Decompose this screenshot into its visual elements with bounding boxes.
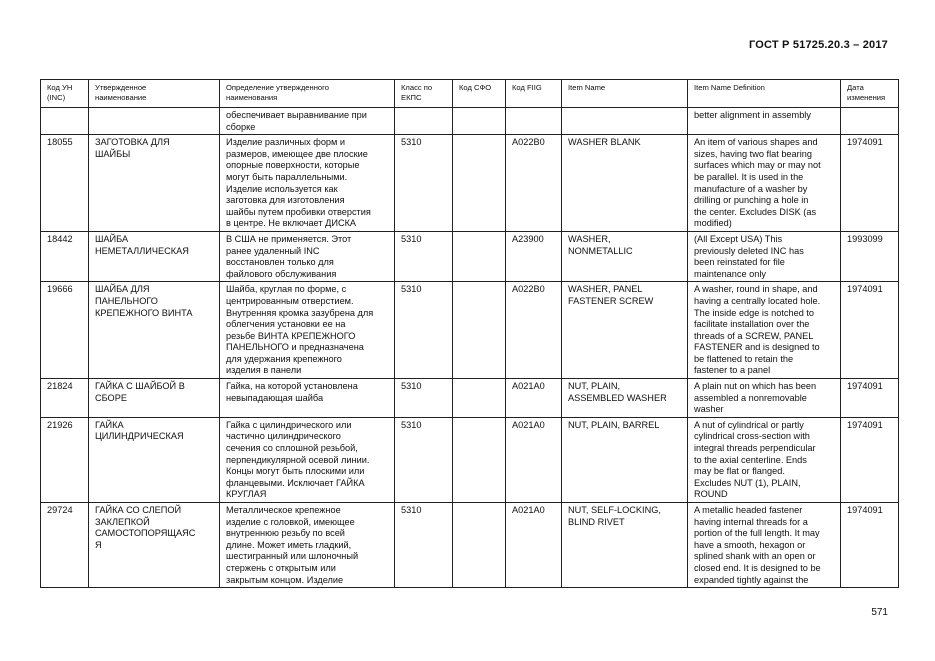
column-header-name-definition-ru: Определение утвержденного наименования (220, 80, 395, 108)
cell-definition-en: (All Except USA) This previously deleted INC has been reinstated for file maintenance only (688, 231, 841, 281)
cell-inc: 21926 (41, 417, 89, 502)
cell-class: 5310 (395, 231, 453, 281)
cell-fiig: A021A0 (506, 503, 562, 588)
cell-definition-ru: Шайба, круглая по форме, с центрированным отверстием. Внутренняя кромка зазубрена для облегчения установки ее на резьбе ВИНТА КРЕПЕЖНОГО ПАНЕЛЬНОГО и предназначена для удержания крепежного изделия в панели (220, 282, 395, 379)
table-row (41, 231, 899, 281)
cell-inc: 18055 (41, 135, 89, 232)
cell-sfo (453, 379, 506, 418)
table-row (41, 135, 899, 232)
cell-inc (41, 108, 89, 135)
table-row (41, 379, 899, 418)
cell-definition-ru: В США не применяется. Этот ранее удаленный INC восстановлен только для файлового обслуживания (220, 231, 395, 281)
cell-item-name (562, 108, 688, 135)
cell-sfo (453, 417, 506, 502)
cell-sfo (453, 135, 506, 232)
page-number: 571 (871, 607, 888, 618)
cell-definition-ru: Изделие различных форм и размеров, имеющее две плоские опорные поверхности, которые могут быть параллельными. Изделие используется как заготовка для изготовления шайбы путем пробивки отверстия в центре. Не включает ДИСКА (220, 135, 395, 232)
cell-definition-en: better alignment in assembly (688, 108, 841, 135)
cell-item-name: NUT, PLAIN, BARREL (562, 417, 688, 502)
cell-definition-en: A plain nut on which has been assembled a nonremovable washer (688, 379, 841, 418)
cell-fiig (506, 108, 562, 135)
cell-definition-ru: Металлическое крепежное изделие с головкой, имеющее внутреннюю резьбу по всей длине. Может иметь гладкий, шестигранный или шлоночный стержень с открытым или закрытым концом. Изделие (220, 503, 395, 588)
cell-item-name: WASHER, NONMETALLIC (562, 231, 688, 281)
column-header-fiig-code: Код FIIG (506, 80, 562, 108)
cell-item-name: NUT, PLAIN, ASSEMBLED WASHER (562, 379, 688, 418)
cell-sfo (453, 108, 506, 135)
cell-change-date: 1974091 (841, 379, 899, 418)
table-row (41, 108, 899, 135)
table-row (41, 282, 899, 379)
cell-definition-en: A nut of cylindrical or partly cylindrical cross-section with integral threads perpendicular to the axial centerline. Ends may be flat or flanged. Excludes NUT (1), PLAIN, ROUND (688, 417, 841, 502)
cell-change-date: 1974091 (841, 282, 899, 379)
column-header-change-date: Дата изменения (841, 80, 899, 108)
column-header-item-name-definition: Item Name Definition (688, 80, 841, 108)
catalog-table (40, 79, 899, 588)
cell-fiig: A021A0 (506, 379, 562, 418)
cell-definition-ru: Гайка с цилиндрического или частично цилиндрического сечения со сплошной резьбой, перпендикулярной осевой линии. Концы могут быть плоскими или фланцевыми. Исключает ГАЙКА КРУГЛАЯ (220, 417, 395, 502)
cell-definition-ru: обеспечивает выравнивание при сборке (220, 108, 395, 135)
cell-sfo (453, 503, 506, 588)
cell-inc: 18442 (41, 231, 89, 281)
cell-class: 5310 (395, 135, 453, 232)
table-header-row (41, 80, 899, 108)
column-header-sfo-code: Код СФО (453, 80, 506, 108)
cell-fiig: A23900 (506, 231, 562, 281)
cell-approved-name: ГАЙКА С ШАЙБОЙ В СБОРЕ (89, 379, 220, 418)
cell-class (395, 108, 453, 135)
cell-fiig: A022B0 (506, 135, 562, 232)
cell-class: 5310 (395, 503, 453, 588)
cell-sfo (453, 282, 506, 379)
cell-definition-ru: Гайка, на которой установлена невыпадающая шайба (220, 379, 395, 418)
cell-class: 5310 (395, 417, 453, 502)
cell-change-date: 1974091 (841, 503, 899, 588)
cell-change-date (841, 108, 899, 135)
cell-approved-name: ГАЙКА СО СЛЕПОЙ ЗАКЛЕПКОЙ САМОСТОПОРЯЩАЯС Я (89, 503, 220, 588)
table-row (41, 503, 899, 588)
column-header-class: Класс по ЕКПС (395, 80, 453, 108)
column-header-inc: Код УН (INC) (41, 80, 89, 108)
cell-item-name: NUT, SELF-LOCKING, BLIND RIVET (562, 503, 688, 588)
cell-inc: 19666 (41, 282, 89, 379)
cell-class: 5310 (395, 282, 453, 379)
table-row (41, 417, 899, 502)
cell-approved-name: ШАЙБА НЕМЕТАЛЛИЧЕСКАЯ (89, 231, 220, 281)
cell-approved-name: ГАЙКА ЦИЛИНДРИЧЕСКАЯ (89, 417, 220, 502)
cell-approved-name (89, 108, 220, 135)
cell-inc: 21824 (41, 379, 89, 418)
document-header: ГОСТ Р 51725.20.3 – 2017 (748, 39, 888, 51)
cell-inc: 29724 (41, 503, 89, 588)
cell-sfo (453, 231, 506, 281)
cell-change-date: 1974091 (841, 417, 899, 502)
cell-fiig: A021A0 (506, 417, 562, 502)
cell-item-name: WASHER, PANEL FASTENER SCREW (562, 282, 688, 379)
cell-definition-en: A metallic headed fastener having internal threads for a portion of the full length. It may have a smooth, hexagon or splined shank with an open or closed end. It is designed to be expanded tightly against the (688, 503, 841, 588)
cell-approved-name: ШАЙБА ДЛЯ ПАНЕЛЬНОГО КРЕПЕЖНОГО ВИНТА (89, 282, 220, 379)
cell-definition-en: A washer, round in shape, and having a centrally located hole. The inside edge is notched to facilitate installation over the threads of a SCREW, PANEL FASTENER and is designed to be flattened to retain the fastener to a panel (688, 282, 841, 379)
column-header-approved-name: Утвержденное наименование (89, 80, 220, 108)
column-header-item-name: Item Name (562, 80, 688, 108)
cell-item-name: WASHER BLANK (562, 135, 688, 232)
cell-definition-en: An item of various shapes and sizes, having two flat bearing surfaces which may or may not be parallel. It is used in the manufacture of a washer by drilling or punching a hole in the center. Excludes DISK (as modified) (688, 135, 841, 232)
cell-approved-name: ЗАГОТОВКА ДЛЯ ШАЙБЫ (89, 135, 220, 232)
cell-class: 5310 (395, 379, 453, 418)
cell-change-date: 1974091 (841, 135, 899, 232)
cell-fiig: A022B0 (506, 282, 562, 379)
cell-change-date: 1993099 (841, 231, 899, 281)
